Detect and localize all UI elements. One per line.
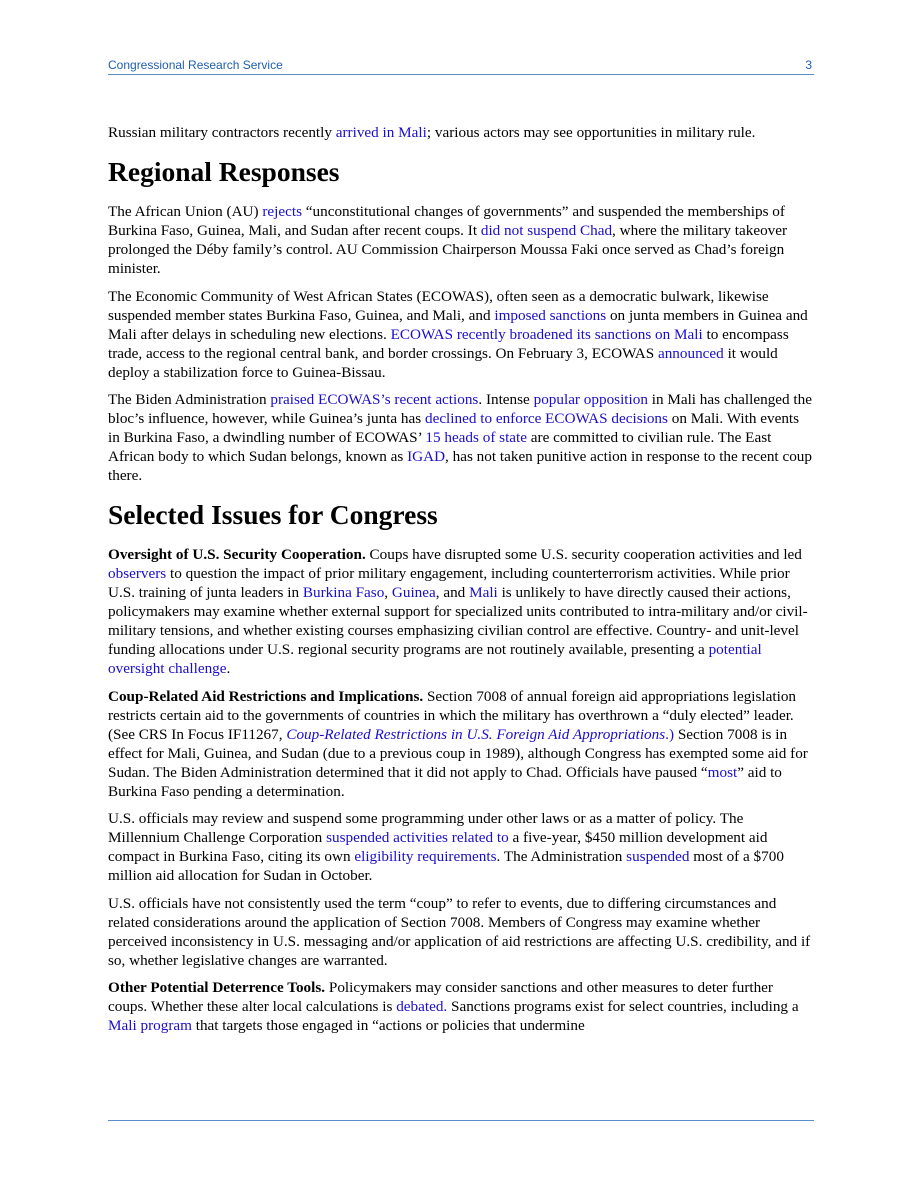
link-guinea[interactable]: Guinea [391, 584, 436, 601]
link-declined-to-enforce[interactable]: declined to enforce ECOWAS decisions [424, 410, 668, 427]
link-rejects[interactable]: rejects [262, 203, 302, 220]
link-debated[interactable]: debated. [396, 998, 448, 1015]
link-mali-program[interactable]: Mali program [108, 1017, 192, 1034]
footer-rule [108, 1120, 814, 1121]
heading-selected-issues: Selected Issues for Congress [108, 499, 438, 530]
link-mali[interactable]: Mali [469, 584, 498, 601]
link-announced[interactable]: announced [657, 344, 724, 362]
paragraph-intro: Russian military contractors recently arrived in Mali; various actors may see opportunities in military rule. [108, 124, 756, 141]
link-praised-ecowas[interactable]: praised ECOWAS’s recent actions [270, 391, 479, 408]
page-number: 3 [805, 58, 812, 72]
link-arrived-in-mali[interactable]: arrived in Mali [335, 124, 427, 141]
header-org-name: Congressional Research Service [108, 58, 283, 72]
link-observers[interactable]: observers [108, 565, 167, 582]
link-imposed-sanctions[interactable]: imposed sanctions [494, 306, 607, 324]
link-eligibility-requirements[interactable]: eligibility requirements [354, 848, 497, 865]
link-suspended[interactable]: suspended [626, 848, 690, 865]
link-suspended-activities[interactable]: suspended activities related to [326, 829, 509, 846]
link-burkina-faso[interactable]: Burkina Faso [302, 584, 385, 601]
paragraph-biden-administration: The Biden Administration praised ECOWAS’s recent actions. Intense popular opposition in Mali has challenged the bloc’s influence, however, while Guinea’s junta has declined to enforce ECOWAS decisions on Mali. With events in Burkina Faso, a dwindling number of ECOWAS’ 15 heads of state are committed to civilian rule. The East African body to which Sudan belongs, known as IGAD, has not taken punitive action in response to the recent coup there. [108, 391, 812, 484]
link-heads-of-state[interactable]: 15 heads of state [425, 429, 527, 446]
link-igad[interactable]: IGAD [407, 448, 446, 465]
link-crs-in-focus[interactable]: Coup-Related Restrictions in U.S. Foreign Aid Appropriations.) [286, 725, 675, 743]
link-did-not-suspend-chad[interactable]: did not suspend Chad [480, 222, 613, 239]
link-most[interactable]: most [707, 763, 738, 781]
link-potential-oversight-challenge[interactable]: potential oversight challenge [108, 641, 762, 677]
paragraph-ecowas: The Economic Community of West African States (ECOWAS), often seen as a democratic bulwark, likewise suspended member states Burkina Faso, Guinea, and Mali, and imposed sanctions on junta members in Guinea and Mali after delays in scheduling new elections. ECOWAS recently broadened its sanctions on Mali to encompass trade, access to the regional central bank, and border crossings. On February 3, ECOWAS announced it would deploy a stabilization force to Guinea-Bissau. [108, 287, 808, 381]
paragraph-coup-term: U.S. officials have not consistently used the term “coup” to refer to events, due to differing circumstances and related considerations around the application of Section 7008. Members of Congress may examine whether perceived inconsistency in U.S. messaging and/or application of aid restrictions are affecting U.S. credibility, and if so, whether legislative changes are warranted. [108, 894, 811, 969]
paragraph-african-union: The African Union (AU) rejects “unconstitutional changes of governments” and suspended the memberships of Burkina Faso, Guinea, Mali, and Sudan after recent coups. It did not suspend Chad, where the military takeover prolonged the Déby family’s control. AU Commission Chairperson Moussa Faki once served as Chad’s foreign minister. [108, 203, 788, 277]
link-ecowas-broadened-sanctions[interactable]: ECOWAS recently broadened its sanctions on Mali [390, 325, 703, 343]
page-header [108, 57, 814, 75]
paragraph-aid-restrictions: Coup-Related Aid Restrictions and Implications. Section 7008 of annual foreign aid appropriations legislation restricts certain aid to the governments of countries in which the military has overthrown a “duly elected” leader. (See CRS In Focus IF11267, Coup-Related Restrictions in U.S. Foreign Aid Appropriations.) Section 7008 is in effect for Mali, Guinea, and Sudan (due to a previous coup in 1989), although Congress has exempted some aid for Sudan. The Biden Administration determined that it did not apply to Chad. Officials have paused “most” aid to Burkina Faso pending a determination. [108, 687, 808, 800]
paragraph-mcc-suspension: U.S. officials may review and suspend some programming under other laws or as a matter of policy. The Millennium Challenge Corporation suspended activities related to a five-year, $450 million development aid compact in Burkina Faso, citing its own eligibility requirements. The Administration suspended most of a $700 million aid allocation for Sudan in October. [108, 810, 784, 884]
paragraph-deterrence-tools: Other Potential Deterrence Tools. Policymakers may consider sanctions and other measures to deter further coups. Whether these alter local calculations is debated. Sanctions programs exist for select countries, including a Mali program that targets those engaged in “actions or policies that undermine [108, 979, 799, 1034]
document-body [108, 123, 814, 1044]
heading-regional-responses: Regional Responses [108, 156, 340, 187]
paragraph-security-cooperation: Oversight of U.S. Security Cooperation. Coups have disrupted some U.S. security cooperation activities and led observers to question the impact of prior military engagement, including counterterrorism activities. While prior U.S. training of junta leaders in Burkina Faso, Guinea, and Mali is unlikely to have directly caused their actions, policymakers may examine whether external support for specialized units contributed to intra-military and/or civil-military tensions, and whether existing courses emphasizing civilian control are effective. Country- and unit-level funding allocations under U.S. regional security programs are not routinely available, presenting a potential oversight challenge. [108, 546, 808, 677]
link-popular-opposition[interactable]: popular opposition [533, 391, 648, 408]
